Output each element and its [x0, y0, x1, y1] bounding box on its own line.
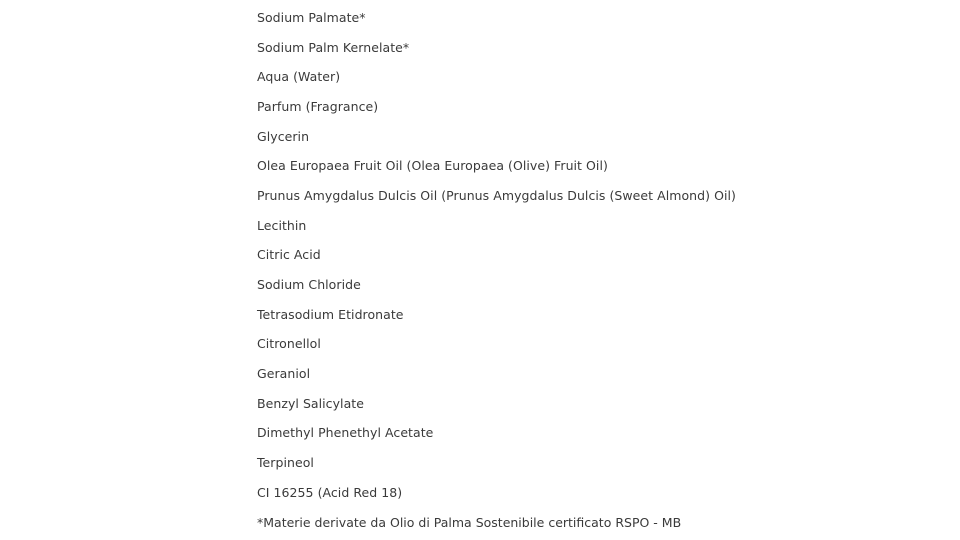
ingredient-item: Glycerin — [257, 128, 310, 144]
ingredient-item: Geraniol — [257, 366, 311, 382]
ingredient-item: Sodium Palmate* — [257, 9, 366, 25]
ingredient-item: Prunus Amygdalus Dulcis Oil (Prunus Amygdalus Dulcis (Sweet Almond) Oil) — [257, 187, 736, 203]
ingredient-item: Citric Acid — [257, 247, 321, 263]
ingredient-item: Parfum (Fragrance) — [257, 98, 379, 114]
ingredient-item: Olea Europaea Fruit Oil (Olea Europaea (Olive) Fruit Oil) — [257, 158, 608, 174]
ingredient-item: Dimethyl Phenethyl Acetate — [257, 425, 434, 441]
ingredient-list — [257, 0, 897, 507]
ingredient-item: Citronellol — [257, 336, 321, 352]
ingredient-item: CI 16255 (Acid Red 18) — [257, 484, 403, 500]
ingredient-item: Tetrasodium Etidronate — [257, 306, 404, 322]
ingredient-item: Terpineol — [257, 455, 314, 471]
ingredient-item: Lecithin — [257, 217, 307, 233]
ingredient-item: Sodium Chloride — [257, 277, 361, 293]
ingredient-item: Aqua (Water) — [257, 69, 341, 85]
ingredient-item: Benzyl Salicylate — [257, 395, 364, 411]
ingredient-item: Sodium Palm Kernelate* — [257, 39, 410, 55]
rspo-footnote: *Materie derivate da Olio di Palma Sostenibile certificato RSPO - MB — [257, 514, 682, 530]
